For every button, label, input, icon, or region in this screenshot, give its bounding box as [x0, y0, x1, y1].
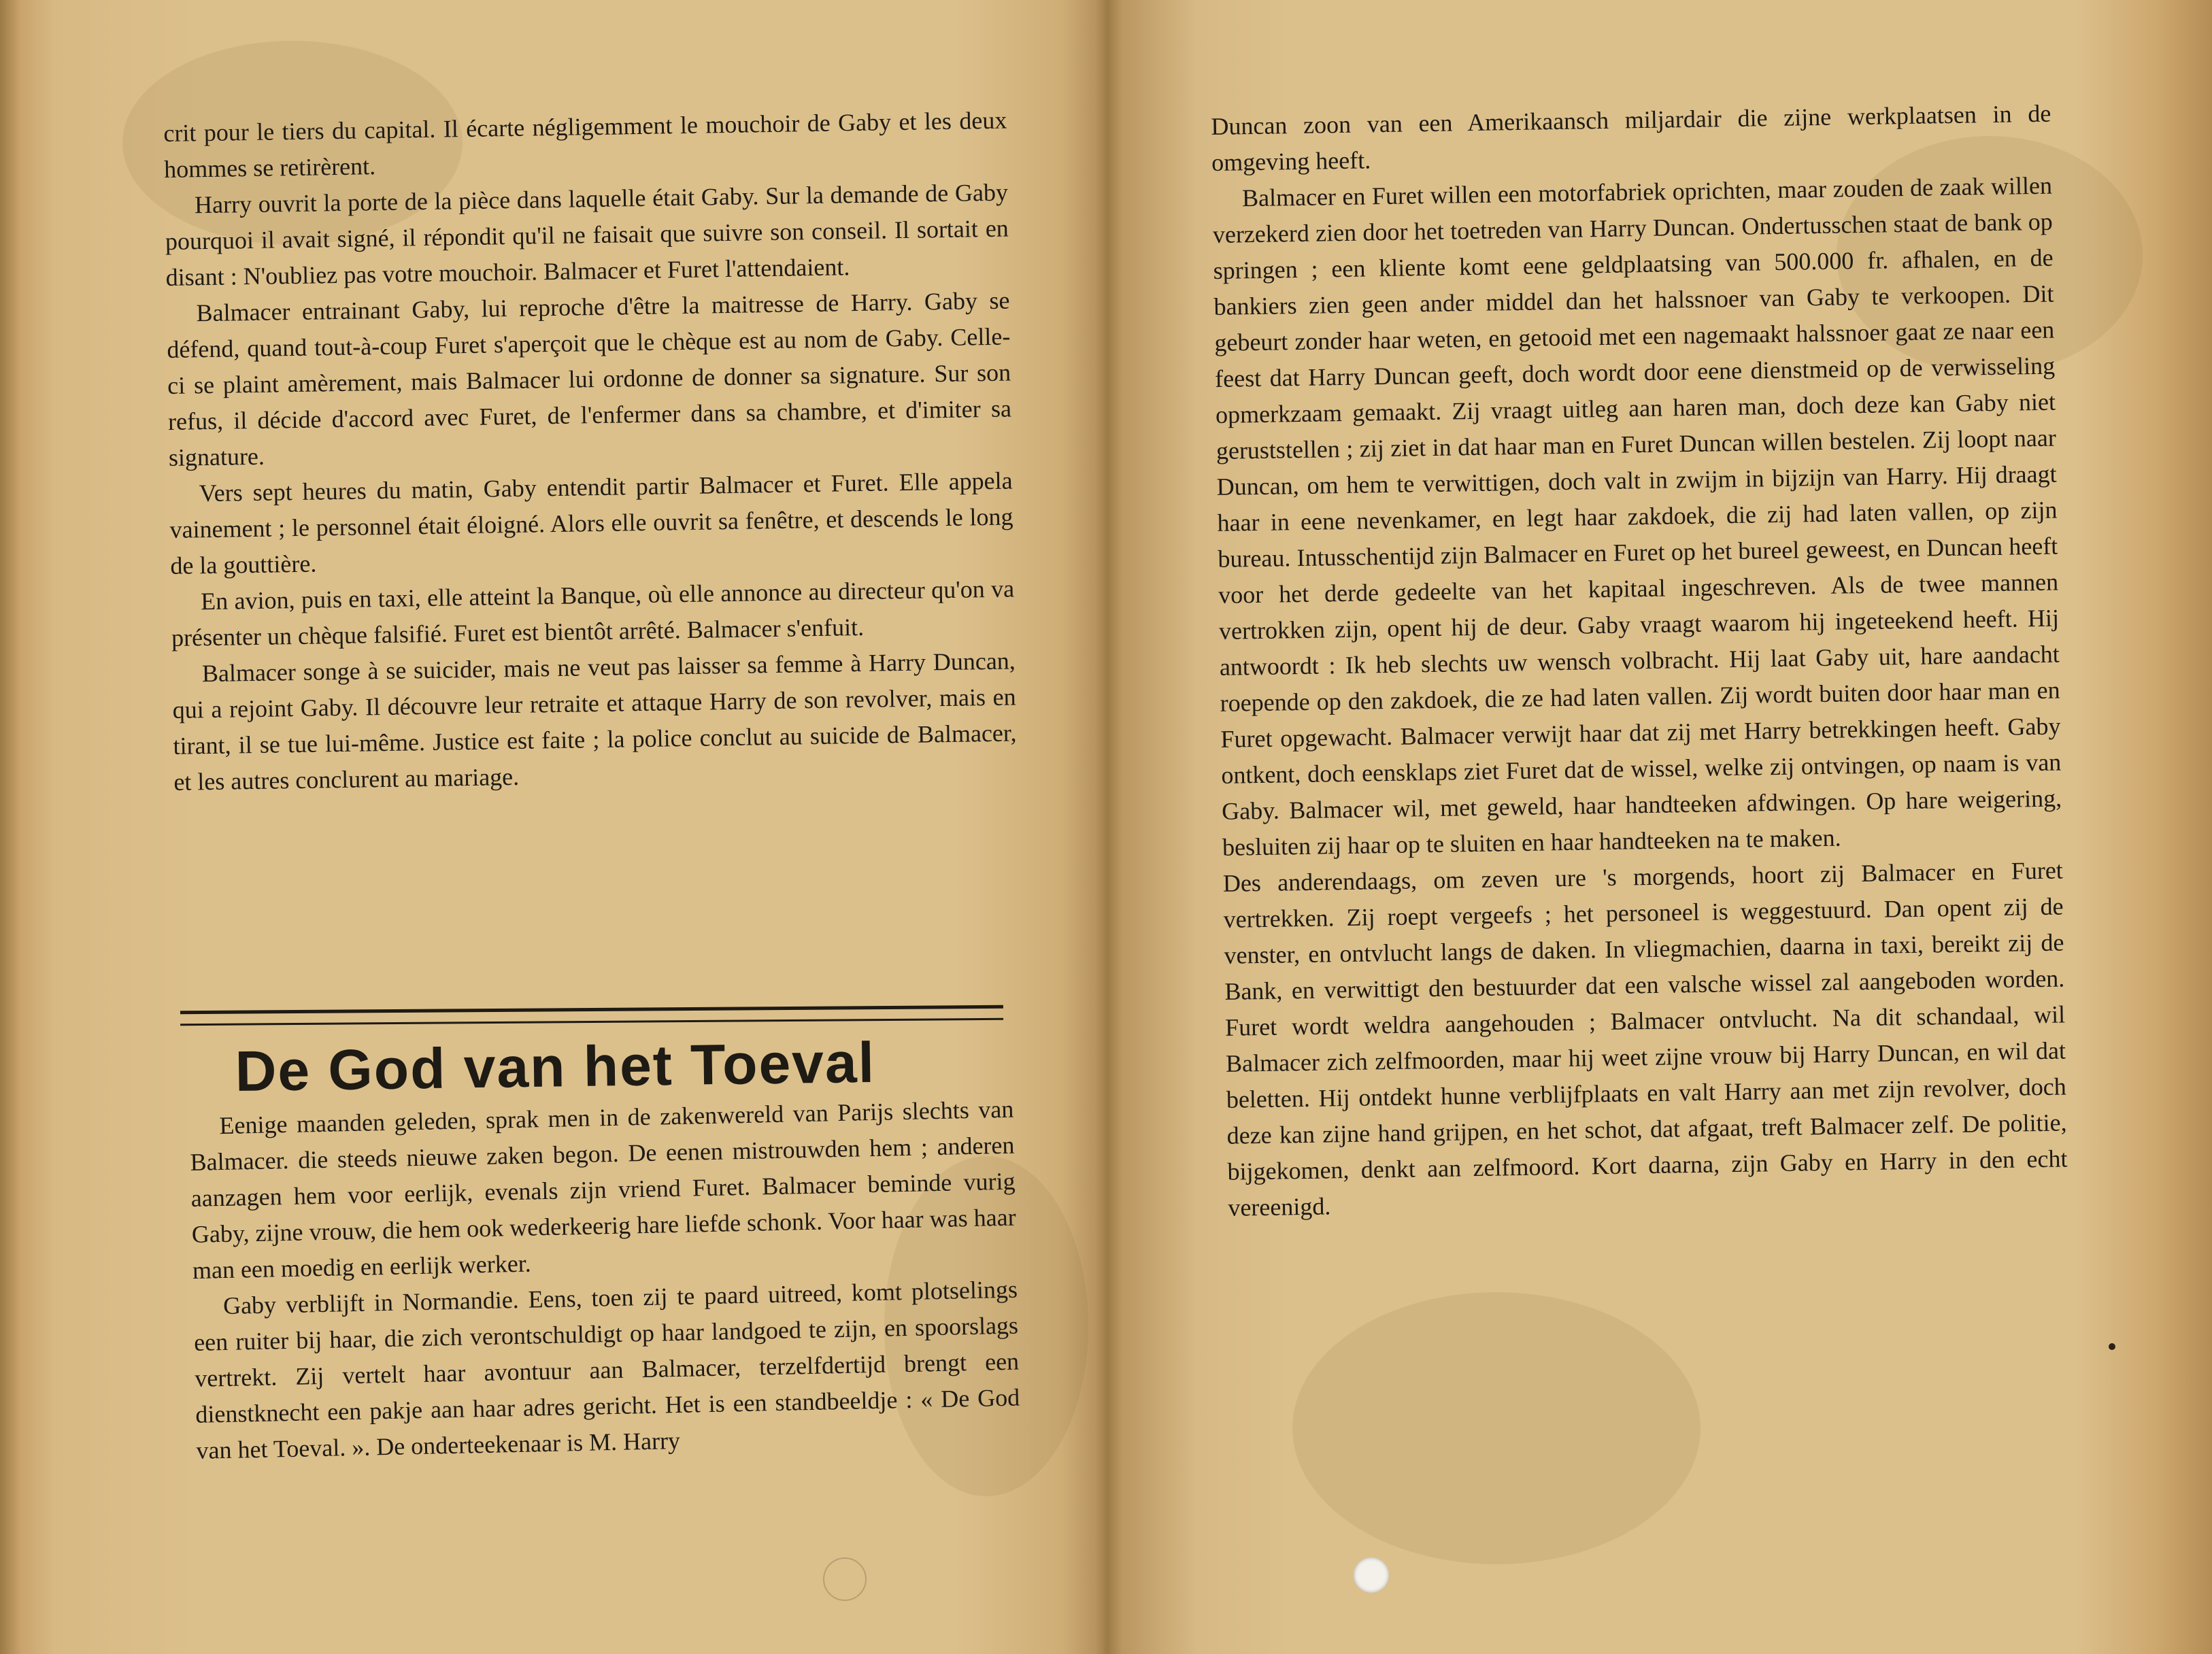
paragraph: crit pour le tiers du capital. Il écarte négligemment le mouchoir de Gaby et les deux hommes se retirèrent. — [163, 106, 1007, 183]
paragraph: Balmacer entrainant Gaby, lui reproche d'être la maitresse de Harry. Gaby se défend, quand tout-à-coup Furet s'aperçoit que le chèque est au nom de Gaby. Celle-ci se plaint amèrement, mais Balmacer lui ordonne de donner sa signature. Sur son refus, il décide d'accord avec Furet, de l'enfermer dans sa chambre, et d'imiter sa signature. — [167, 286, 1012, 471]
section-heading: De God van het Toeval — [235, 1030, 876, 1103]
left-page — [0, 0, 1095, 1654]
paragraph: Des anderendaags, om zeven ure 's morgends, hoort zij Balmacer en Furet vertrekken. Zij roept vergeefs ; het personeel is weggestuurd. Dan opent zij de venster, en ontvlucht langs de daken. In vliegmachien, daarna in taxi, bereikt zij de Bank, en verwittigt den bestuurder dat een valsche wissel zal aangeboden worden. Furet wordt weldra aangehouden ; Balmacer ontvlucht. Na dit schandaal, wil Balmacer zich zelfmoorden, maar hij weet zijne vrouw bij Harry Duncan, en wil dat beletten. Hij ontdekt hunne verblijfplaats en valt Harry aan met zijn revolver, doch deze kan zijne hand grijpen, en het schot, dat afgaat, treft Balmacer zelf. De politie, bijgekomen, denkt aan zelfmoord. Kort daarna, zijn Gaby en Harry in den echt vereenigd. — [1222, 856, 2068, 1221]
paragraph: Balmacer en Furet willen een motorfabriek oprichten, maar zouden de zaak willen verzekerd zien door het toetreden van Harry Duncan. Ondertusschen staat de bank op springen ; een kliente komt eene geldplaatsing van 500.000 fr. afhalen, en de bankiers zien geen ander middel dan het halssnoer van Gaby te verkoopen. Dit gebeurt zonder haar weten, en getooid met een nagemaakt halssnoer gaat ze naar een feest dat Harry Duncan geeft, doch wordt door eene dienstmeid op de verwisseling opmerkzaam gemaakt. Zij vraagt uitleg aan haren man, doch deze kan Gaby niet geruststellen ; zij ziet in dat haar man en Furet Duncan willen bestelen. Zij loopt naar Duncan, om hem te verwittigen, doch valt in zwijm in bijzijn van Harry. Hij draagt haar in eene nevenkamer, en legt haar zakdoek, die zij had laten vallen, op zijn bureau. Intusschentijd zijn Balmacer en Furet op het bureel geweest, en Duncan heeft voor het derde gedeelte van het kapitaal ingeschreven. Als de twee mannen vertrokken zijn, opent hij de deur. Gaby vraagt waarom hij ingeteekend heeft. Hij antwoordt : Ik heb slechts uw wensch volbracht. Hij laat Gaby uit, hare aandacht roepende op den zakdoek, die ze had laten vallen. Zij wordt buiten door haar man en Furet opgewacht. Balmacer verwijt haar dat zij met Harry betrekkingen heeft. Gaby ontkent, doch eensklaps ziet Furet dat de wissel, welke zij ontvingen, op naam is van Gaby. Balmacer wil, met geweld, haar handteeken afdwingen. Op hare weigering, besluiten zij haar op te sluiten en haar handteeken na te maken. — [1212, 171, 2062, 861]
paragraph: Gaby verblijft in Normandie. Eens, toen zij te paard uitreed, komt plotselings een ruiter bij haar, die zich verontschuldigt op haar landgoed te zijn, en spoorslags vertrekt. Zij vertelt haar avontuur aan Balmacer, terzelfdertijd brengt een dienstknecht een pakje aan haar adres gericht. Het is een standbeeldje : « De God van het Toeval. ». De onderteekenaar is M. Harry — [193, 1275, 1020, 1464]
paragraph: Eenige maanden geleden, sprak men in de zakenwereld van Parijs slechts van Balmacer. die steeds nieuwe zaken begon. De eenen mistrouwden hem ; anderen aanzagen hem voor eerlijk, evenals zijn vriend Furet. Balmacer beminde vurig Gaby, zijne vrouw, die hem ook wederkeerig hare liefde schonk. Voor haar was haar man een moedig en eerlijk werker. — [190, 1095, 1017, 1284]
punch-hole-mark — [823, 1557, 867, 1601]
punch-hole — [1354, 1557, 1389, 1593]
dutch-synopsis-continued — [1211, 96, 2068, 1226]
paragraph: Duncan zoon van een Amerikaansch miljardair die zijne werkplaatsen in de omgeving heeft. — [1211, 99, 2051, 176]
dutch-synopsis-start — [189, 1092, 1021, 1469]
paragraph: En avion, puis en taxi, elle atteint la Banque, où elle annonce au directeur qu'on va présenter un chèque falsifié. Furet est bientôt arrêté. Balmacer s'enfuit. — [171, 575, 1015, 652]
paragraph: Harry ouvrit la porte de la pièce dans laquelle était Gaby. Sur la demande de Gaby pourquoi il avait signé, il répondit qu'il ne faisait que suivre son conseil. Il sortait en disant : N'oubliez pas votre mouchoir. Balmacer et Furet l'attendaient. — [165, 178, 1009, 291]
section-divider — [180, 1005, 1003, 1026]
french-synopsis — [163, 103, 1018, 800]
paragraph: Vers sept heures du matin, Gaby entendit partir Balmacer et Furet. Elle appela vainement ; le personnel était éloigné. Alors elle ouvrit sa fenêtre, et descends le long de la gouttière. — [169, 467, 1013, 579]
paragraph: Balmacer songe à se suicider, mais ne veut pas laisser sa femme à Harry Duncan, qui a rejoint Gaby. Il découvre leur retraite et attaque Harry de son revolver, mais en tirant, il se tue lui-même. Justice est faite ; la police conclut au suicide de Balmacer, et les autres conclurent au mariage. — [172, 647, 1017, 796]
ink-dot — [2109, 1343, 2115, 1350]
